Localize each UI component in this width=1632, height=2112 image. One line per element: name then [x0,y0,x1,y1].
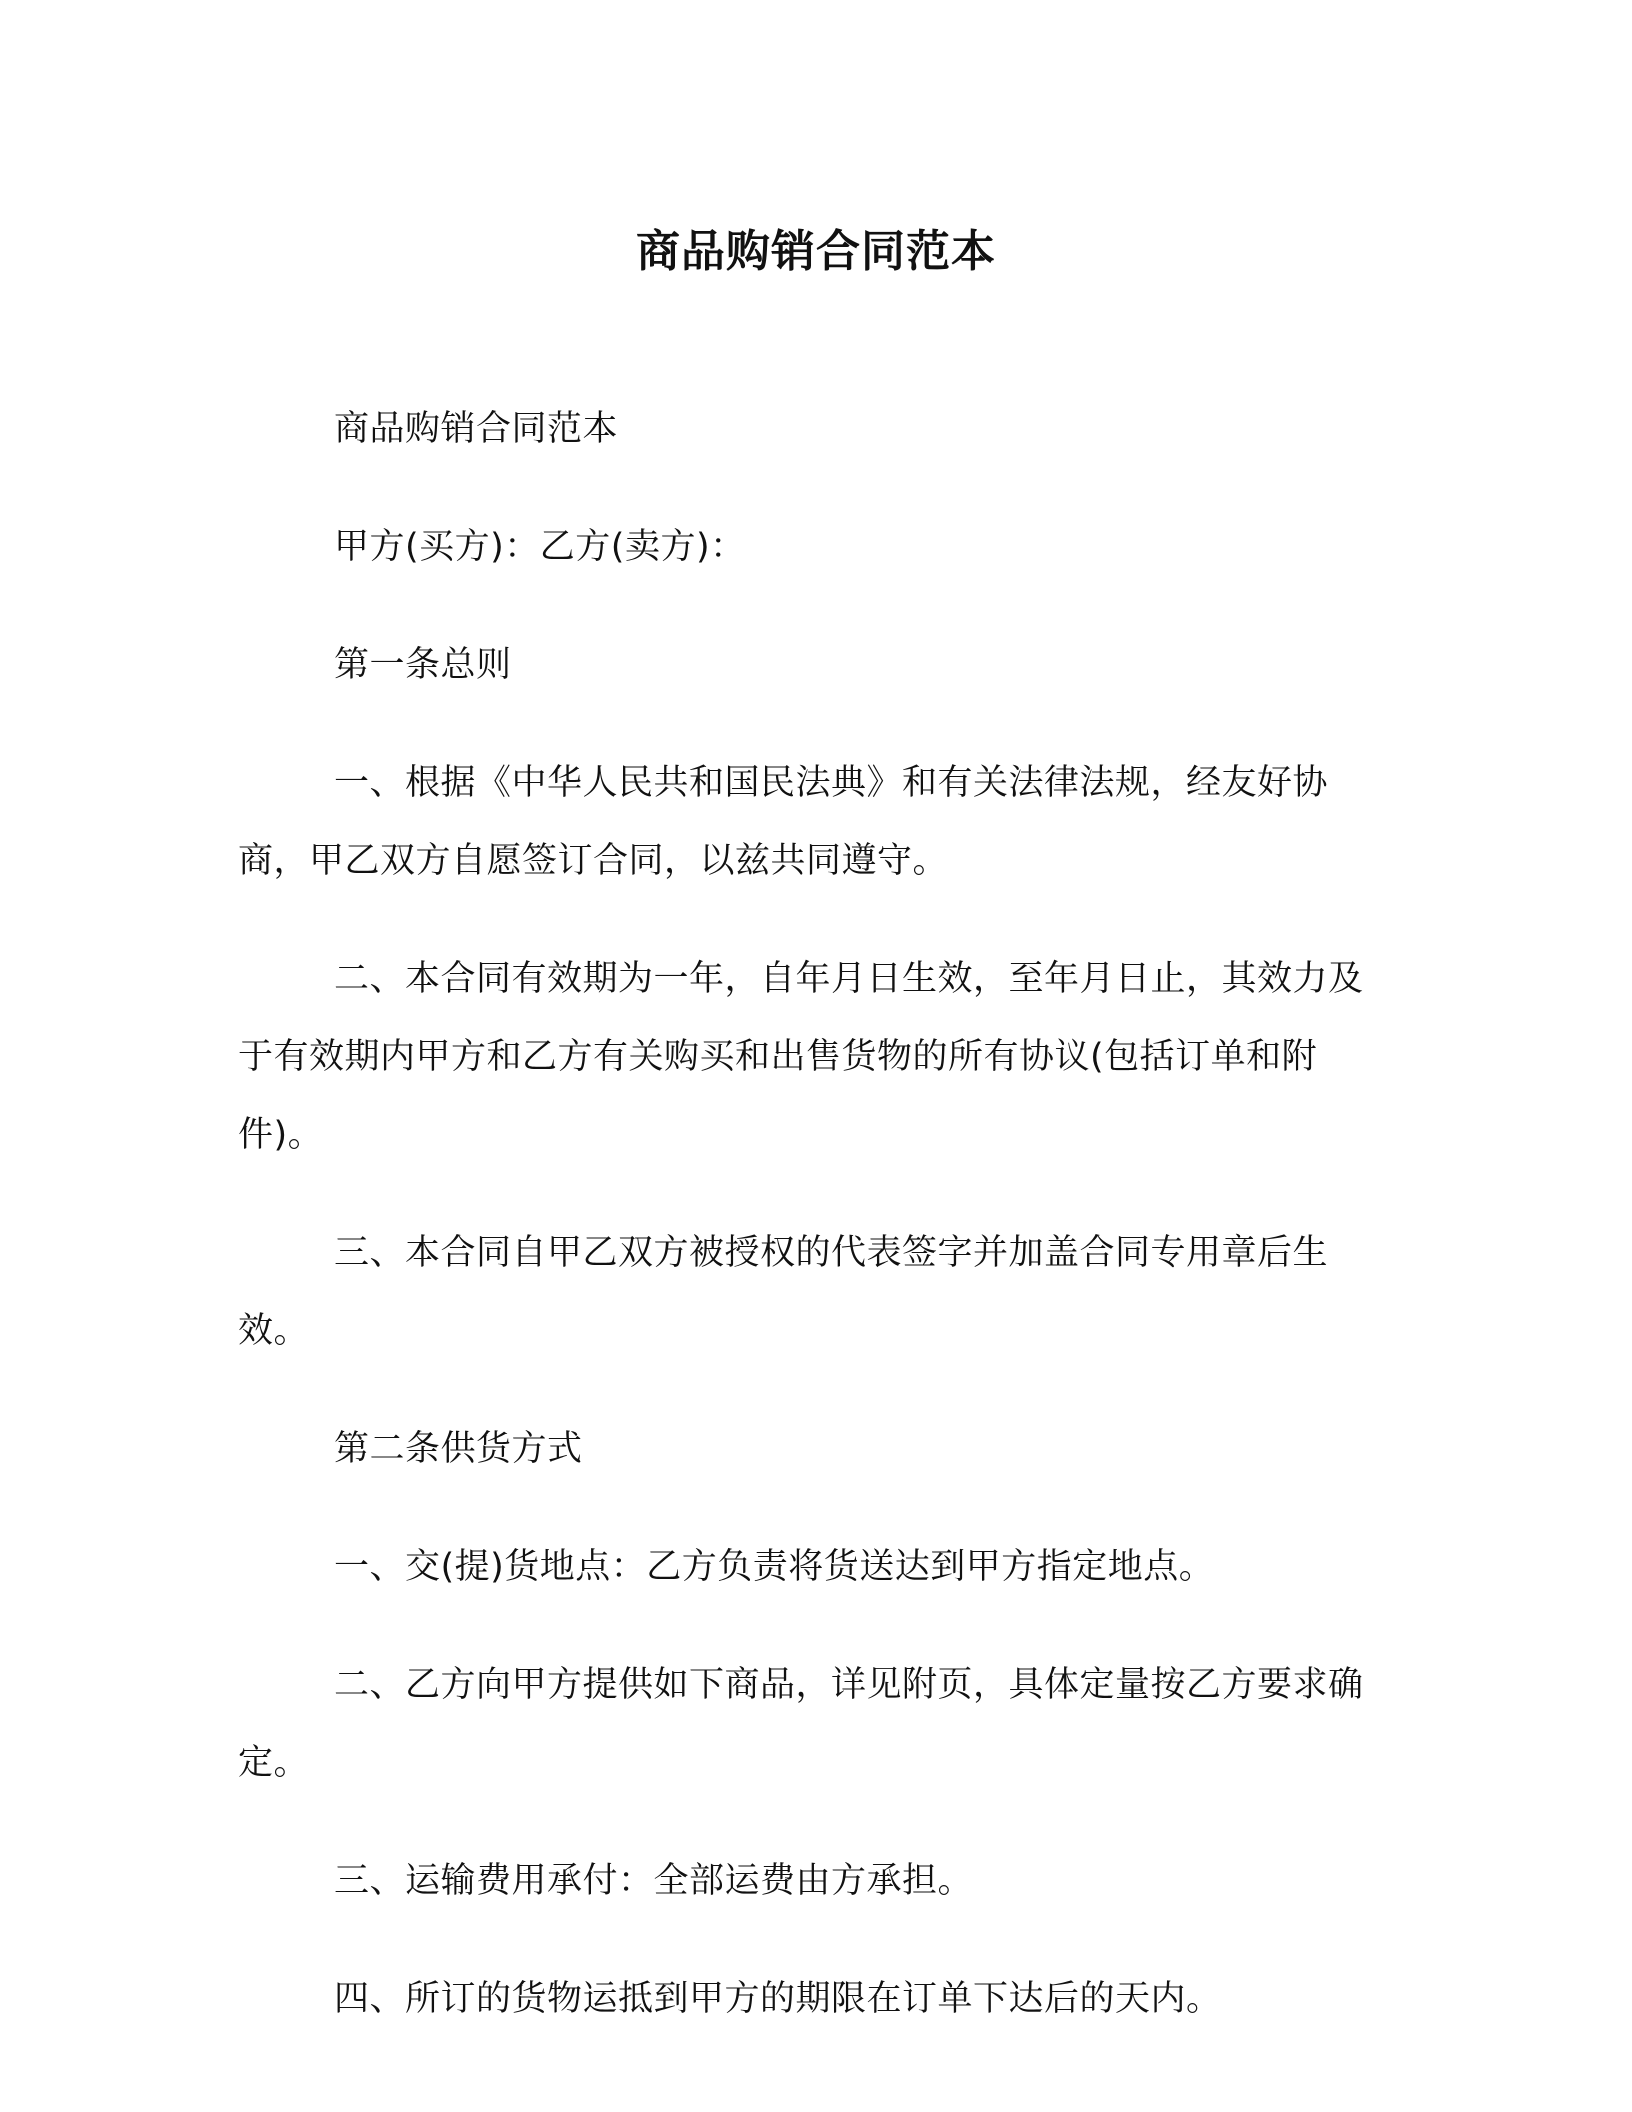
article-2-clause-1: 一、交(提)货地点：乙方负责将货送达到甲方指定地点。 [334,1547,1215,1587]
article-1-clause-2: 二、本合同有效期为一年，自年月日生效，至年月日止，其效力及于有效期内甲方和乙方有关购买和出售货物的所有协议(包括订单和附件)。 [238,959,1364,1155]
article-2-clause-4: 四、所订的货物运抵到甲方的期限在订单下达后的天内。 [334,1979,1222,2019]
article-2-heading: 第二条供货方式 [334,1429,583,1469]
article-1-clause-1: 一、根据《中华人民共和国民法典》和有关法律法规，经友好协商，甲乙双方自愿签订合同，以兹共同遵守。 [238,763,1329,881]
document-body [238,390,1374,2078]
article-1-clause-3: 三、本合同自甲乙双方被授权的代表签字并加盖合同专用章后生效。 [238,1233,1329,1351]
paragraph-parties: 甲方(买方)：乙方(卖方)： [334,527,746,567]
article-2-clause-3: 三、运输费用承付：全部运费由方承担。 [334,1861,974,1901]
paragraph-subtitle: 商品购销合同范本 [334,409,619,449]
article-2-clause-2: 二、乙方向甲方提供如下商品，详见附页，具体定量按乙方要求确定。 [238,1665,1364,1783]
article-1-heading: 第一条总则 [334,645,512,685]
document-title: 商品购销合同范本 [636,226,996,277]
